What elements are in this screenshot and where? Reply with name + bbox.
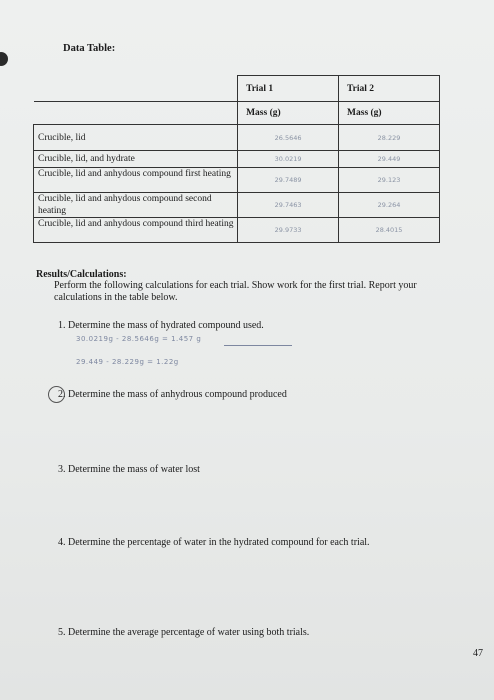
trial1-value: 29.7489 [238, 168, 339, 193]
row-label: Crucible, lid, and hydrate [34, 151, 238, 168]
table-corner [34, 76, 238, 102]
table-corner [34, 102, 238, 125]
page-number: 47 [473, 648, 483, 659]
trial1-value: 29.9733 [238, 218, 339, 243]
header-mass1: Mass (g) [238, 102, 339, 125]
question-5: 5. Determine the average percentage of water using both trials. [58, 627, 310, 638]
results-heading: Results/Calculations: [36, 269, 127, 280]
question-4: 4. Determine the percentage of water in the hydrated compound for each trial. [58, 537, 370, 548]
question-2: 2. Determine the mass of anhydrous compound produced [58, 389, 287, 400]
trial2-value: 29.123 [339, 168, 440, 193]
handwritten-work-2: 29.449 - 28.229g = 1.22g [76, 358, 179, 366]
trial1-value: 30.0219 [238, 151, 339, 168]
trial1-value: 26.5646 [238, 125, 339, 151]
trial2-value: 28.229 [339, 125, 440, 151]
question-3: 3. Determine the mass of water lost [58, 464, 200, 475]
page-title: Data Table: [63, 43, 116, 54]
row-label: Crucible, lid [34, 125, 238, 151]
question-1: 1. Determine the mass of hydrated compound used. [58, 320, 264, 331]
handwritten-work-1: 30.0219g - 28.5646g = 1.457 g [76, 335, 202, 343]
row-label: Crucible, lid and anhydous compound first heating [34, 168, 238, 193]
instructions-text: Perform the following calculations for each trial. Show work for the first trial. Report your calculations in the table below. [54, 280, 417, 303]
trial2-value: 29.449 [339, 151, 440, 168]
header-trial1: Trial 1 [238, 76, 339, 102]
trial1-value: 29.7463 [238, 193, 339, 218]
data-table [33, 75, 440, 243]
bullet-dot [0, 52, 8, 66]
header-mass2: Mass (g) [339, 102, 440, 125]
trial2-value: 28.4015 [339, 218, 440, 243]
row-label: Crucible, lid and anhydous compound third heating [34, 218, 238, 243]
header-trial2: Trial 2 [339, 76, 440, 102]
row-label: Crucible, lid and anhydous compound second heating [34, 193, 238, 218]
trial2-value: 29.264 [339, 193, 440, 218]
handwritten-underline [224, 345, 292, 346]
